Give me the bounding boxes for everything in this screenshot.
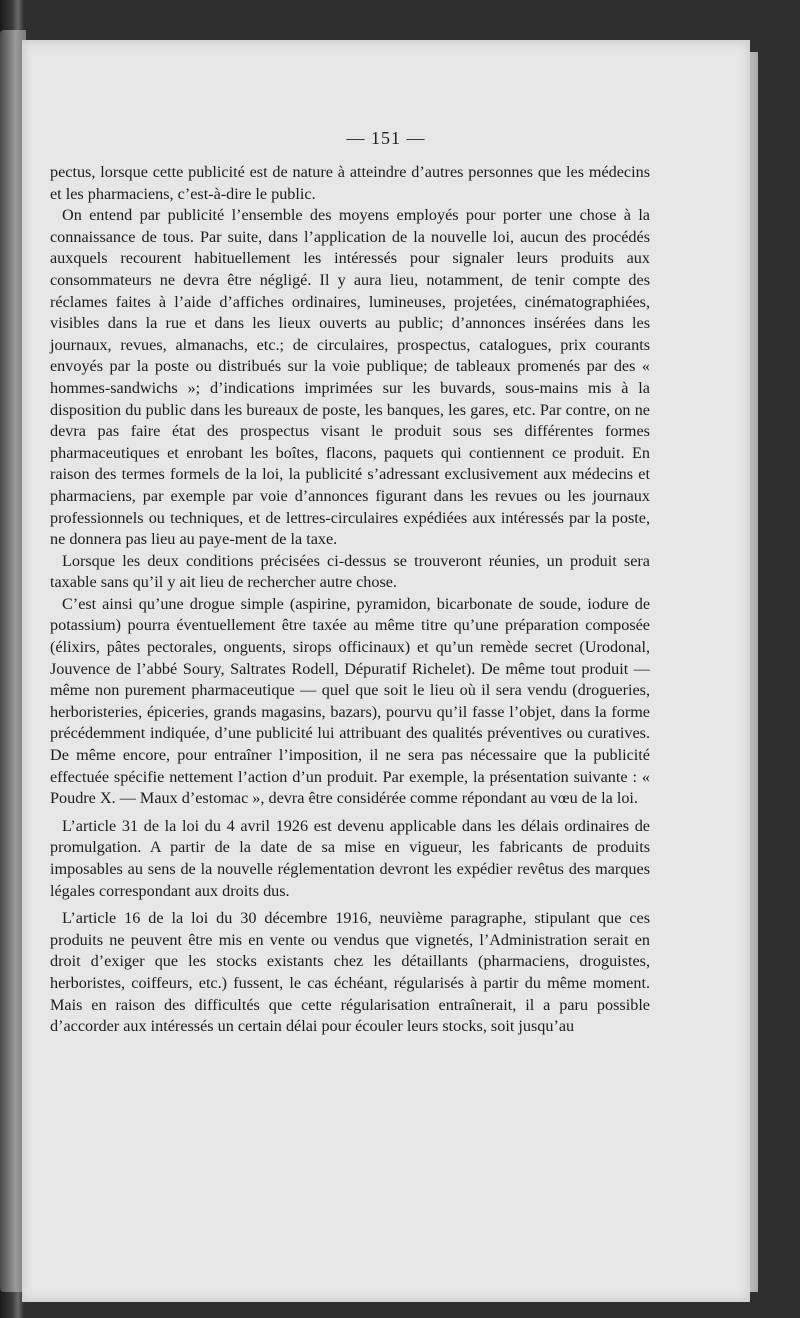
page-number: — 151 — [346,128,426,148]
paragraph-5: L’article 31 de la loi du 4 avril 1926 est devenu applicable dans les délais ordinaires de promulgation. A partir de la date de sa mise en vigueur, les fabricants de produits imposables au sens de la nouvelle réglementation devront les expédier revêtus des marques légales correspondant aux droits dus. [50,816,650,900]
paragraph-4: C’est ainsi qu’une drogue simple (aspirine, pyramidon, bicarbonate de soude, iodure de potassium) pourra éventuellement être taxée au même titre qu’une préparation composée (élixirs, pâtes pectorales, onguents, sirops officinaux) et qu’un remède secret (Urodonal, Jouvence de l’abbé Soury, Saltrates Rodell, Dépuratif Richelet). De même tout produit — même non purement pharmaceutique — quel que soit le lieu où il sera vendu (drogueries, herboristeries, épiceries, grands magasins, bazars), pourvu qu’il fasse l’objet, dans la forme précédemment indiquée, d’une publicité lui attribuant des qualités préventives ou curatives. De même encore, pour entraîner l’imposition, il ne sera pas nécessaire que la publicité effectuée spécifie nettement l’action d’un produit. Par exemple, la présentation suivante : « Poudre X. — Maux d’estomac », devra être considérée comme répondant au vœu de la loi. [50,594,650,808]
book-page [22,40,750,1302]
paragraph-2: On entend par publicité l’ensemble des moyens employés pour porter une chose à la connaissance de tous. Par suite, dans l’application de la nouvelle loi, aucun des procédés auxquels recourent habituellement les intéressés pour signaler leurs produits aux consommateurs ne devra être négligé. Il y aura lieu, notamment, de tenir compte des réclames faites à l’aide d’affiches ordinaires, lumineuses, projetées, cinématographiées, visibles dans la rue et dans les lieux ouverts au public; d’annonces insérées dans les journaux, revues, almanachs, etc.; de circulaires, prospectus, catalogues, prix courants envoyés par la poste ou distribués sur la voie publique; de tableaux promenés par des « hommes-sandwichs »; d’indications imprimées sur les buvards, sous-mains mis à la disposition du public dans les bureaux de poste, les banques, les gares, etc. Par contre, on ne devra pas faire état des prospectus visant le produit sous ses différentes formes pharmaceutiques et enrobant les boîtes, flacons, paquets qui contiennent ce produit. En raison des termes formels de la loi, la publicité s’adressant exclusivement aux médecins et pharmaciens, par exemple par voie d’annonces figurant dans les revues ou les journaux professionnels ou techniques, et de lettres-circulaires expédiées aux intéressés par la poste, ne donnera pas lieu au paye-ment de la taxe. [50,206,650,549]
body-text [50,162,650,1038]
paragraph-1: pectus, lorsque cette publicité est de nature à atteindre d’autres personnes que les médecins et les pharmaciens, c’est-à-dire le public. [50,163,650,203]
paragraph-3: Lorsque les deux conditions précisées ci-dessus se trouveront réunies, un produit sera taxable sans qu’il y ait lieu de rechercher autre chose. [50,551,650,592]
paragraph-6: L’article 16 de la loi du 30 décembre 1916, neuvième paragraphe, stipulant que ces produits ne peuvent être mis en vente ou vendus que vignetés, l’Administration serait en droit d’exiger que les stocks existants chez les détaillants (pharmaciens, droguistes, herboristes, coiffeurs, etc.) fussent, le cas échéant, régularisés à partir du même moment. Mais en raison des difficultés que cette régularisation entraînerait, il a paru possible d’accorder aux intéressés un certain délai pour écouler leurs stocks, soit jusqu’au [50,909,650,1036]
